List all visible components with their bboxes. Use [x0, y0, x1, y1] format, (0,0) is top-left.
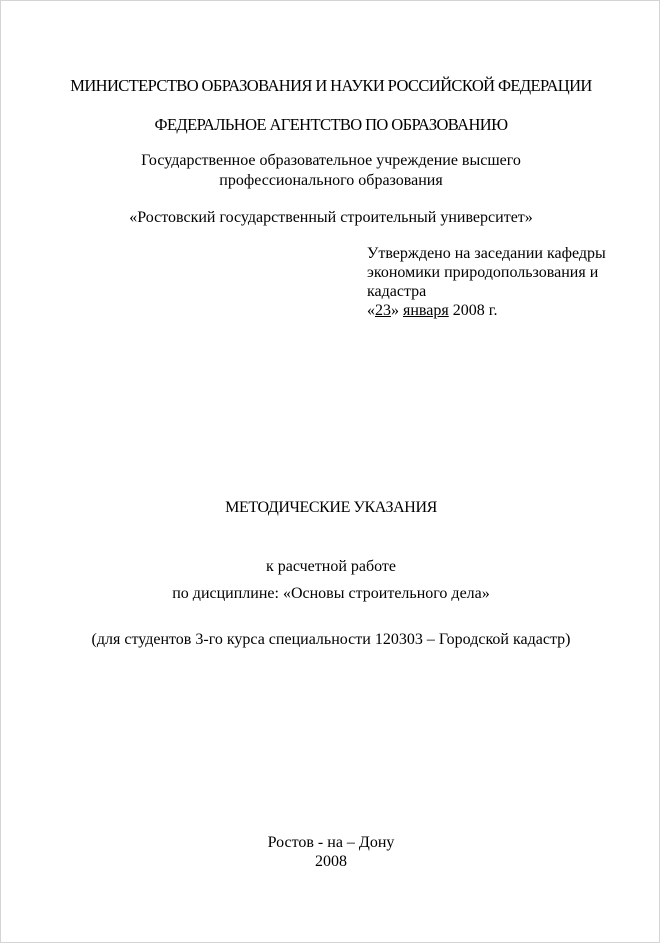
- subtitle-line-2: по дисциплине: «Основы строительного дела»: [172, 585, 490, 602]
- approval-block: [367, 244, 647, 320]
- publication-city: Ростов - на – Дону: [267, 834, 395, 851]
- institution-line-1: Государственное образовательное учреждение высшего: [141, 152, 521, 169]
- agency-name: ФЕДЕРАЛЬНОЕ АГЕНТСТВО ПО ОБРАЗОВАНИЮ: [154, 115, 508, 134]
- approval-line-1: Утверждено на заседании кафедры: [367, 245, 606, 262]
- date-close-quote: »: [391, 302, 399, 319]
- document-title: МЕТОДИЧЕСКИЕ УКАЗАНИЯ: [225, 499, 437, 516]
- date-year: 2008 г.: [452, 302, 498, 319]
- subtitle-line-1: к расчетной работе: [265, 558, 397, 575]
- approval-date: [367, 301, 647, 320]
- approval-line-2: экономики природопользования и: [367, 264, 599, 281]
- approval-line-3: кадастра: [367, 283, 427, 300]
- university-name: «Ростовский государственный строительный университет»: [129, 209, 533, 226]
- institution-line-2: профессионального образования: [219, 172, 443, 189]
- date-day: 23: [375, 302, 391, 319]
- subtitle-line-3: (для студентов 3-го курса специальности 120303 – Городской кадастр): [91, 631, 571, 648]
- date-month: января: [403, 302, 449, 319]
- ministry-name: МИНИСТЕРСТВО ОБРАЗОВАНИЯ И НАУКИ РОССИЙСКОЙ ФЕДЕРАЦИИ: [70, 76, 592, 95]
- publication-year: 2008: [315, 853, 347, 870]
- date-open-quote: «: [367, 302, 375, 319]
